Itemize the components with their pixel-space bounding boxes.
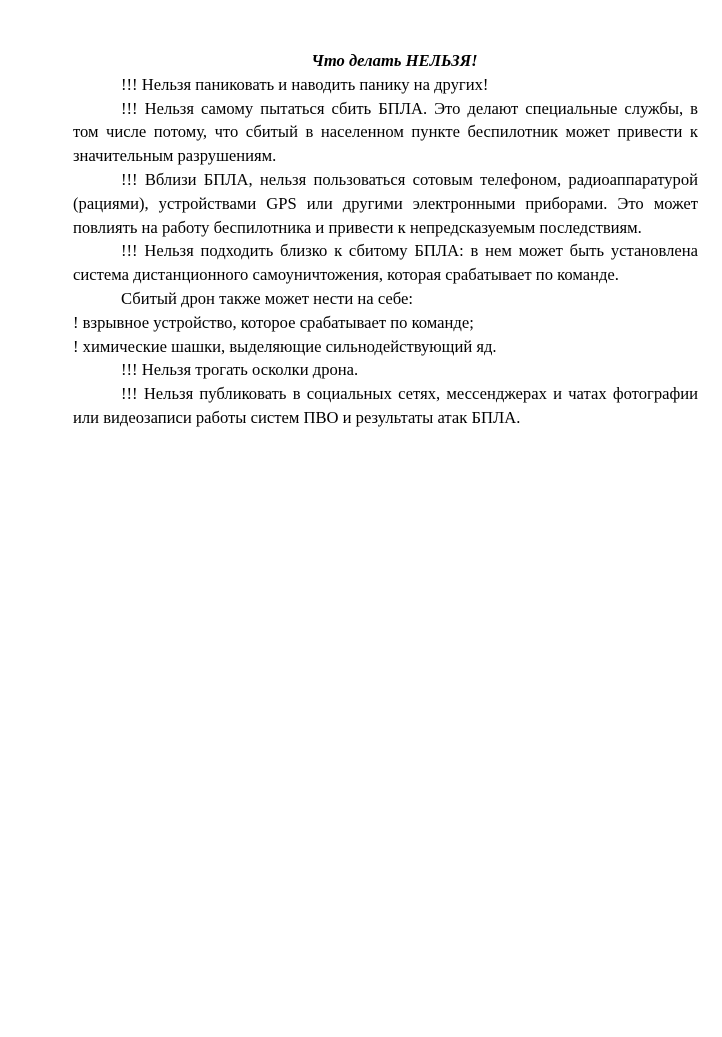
document-title: Что делать НЕЛЬЗЯ! [311, 51, 478, 70]
list-item-chemical: ! химические шашки, выделяющие сильнодействующий яд. [73, 336, 497, 356]
paragraph-no-shooting-down: !!! Нельзя самому пытаться сбить БПЛА. Это делают специальные службы, в том числе потому, что сбитый в населенном пункте беспилотник может привести к значительным разрушениям. [73, 98, 698, 166]
list-item-explosive: ! взрывное устройство, которое срабатывает по команде; [73, 312, 474, 332]
paragraph-no-electronics: !!! Вблизи БПЛА, нельзя пользоваться сотовым телефоном, радиоаппаратурой (рациями), устройствами GPS или другими электронными приборами. Это может повлиять на работу беспилотника и привести к непредсказуемым последствиям. [73, 169, 698, 237]
document-page [73, 49, 698, 430]
paragraph-no-touching-debris: !!! Нельзя трогать осколки дрона. [121, 360, 359, 380]
paragraph-no-approach: !!! Нельзя подходить близко к сбитому БПЛА: в нем может быть установлена система дистанционного самоуничтожения, которая срабатывает по команде. [73, 241, 698, 285]
paragraph-drone-payload: Сбитый дрон также может нести на себе: [121, 288, 413, 308]
paragraph-no-panic: !!! Нельзя паниковать и наводить панику на других! [121, 74, 489, 94]
paragraph-no-publishing: !!! Нельзя публиковать в социальных сетях, мессенджерах и чатах фотографии или видеозаписи работы систем ПВО и результаты атак БПЛА. [73, 384, 698, 427]
